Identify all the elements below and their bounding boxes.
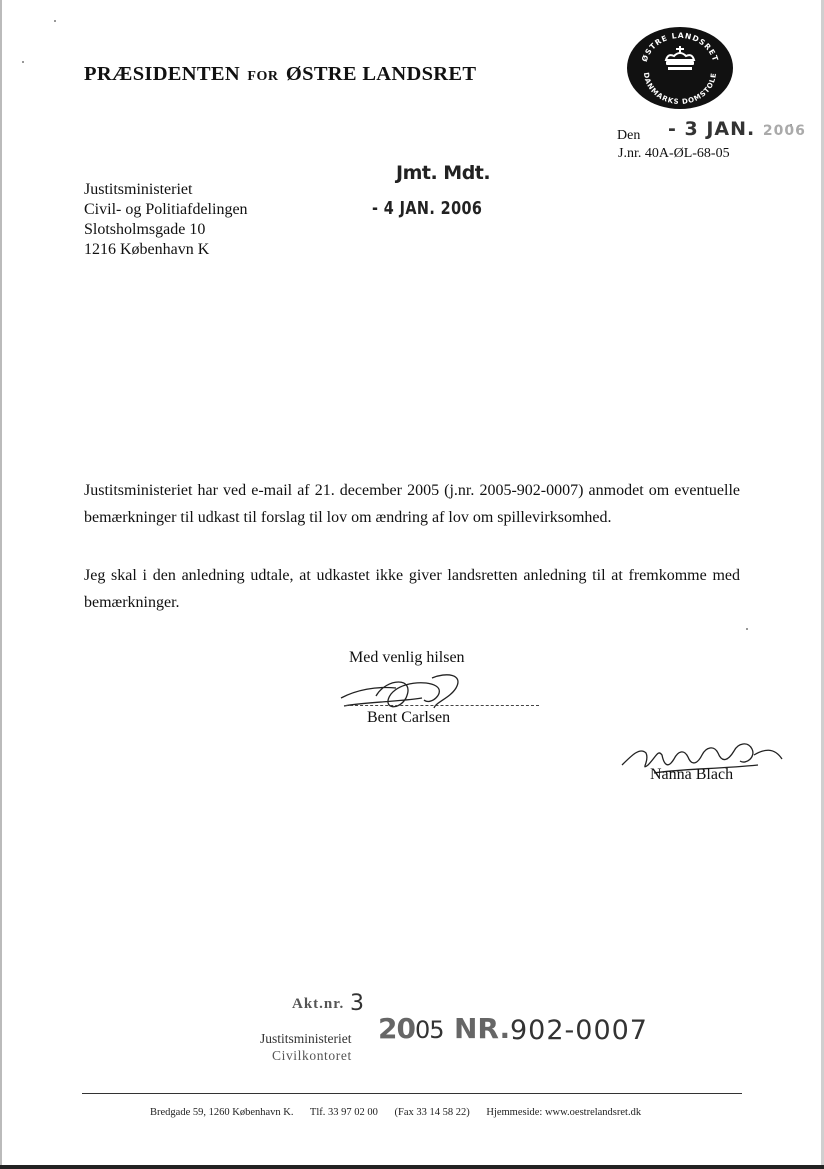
signature-line	[345, 705, 539, 706]
letterhead	[84, 63, 476, 86]
body-paragraph-2: Jeg skal i den anledning udtale, at udkastet ikke giver landsretten anledning til at fremkomme med bemærkninger.	[84, 567, 740, 611]
archive-year	[378, 1012, 444, 1045]
footer-fax: (Fax 33 14 58 22)	[394, 1107, 470, 1118]
address-line: Civil- og Politiafdelingen	[84, 201, 248, 218]
received-stamp-title: Jmt. Mdt.	[396, 162, 491, 184]
scan-speck	[54, 20, 56, 22]
seal-bottom-text: DANMARKS DOMSTOLE	[641, 71, 719, 107]
signer-name-2: Nanna Blach	[650, 766, 734, 783]
scan-speck	[746, 628, 748, 630]
date-stamp	[668, 118, 806, 140]
signer-name-1: Bent Carlsen	[367, 709, 451, 726]
footer-rule	[82, 1093, 742, 1094]
archive-organisation: Justitsministeriet	[260, 1031, 352, 1046]
letterhead-part3: ØSTRE LANDSRET	[285, 63, 477, 85]
footer-address: Bredgade 59, 1260 København K.	[150, 1107, 294, 1118]
footer	[150, 1107, 655, 1118]
scan-edge-bottom	[0, 1165, 824, 1169]
archive-year-hand: 05	[414, 1016, 444, 1044]
letterhead-part2: FOR	[247, 69, 279, 84]
address-line: 1216 København K	[84, 241, 210, 258]
archive-akt-value: 3	[350, 991, 364, 1016]
scan-speck	[22, 61, 24, 63]
archive-nr-label: NR.	[454, 1012, 511, 1045]
scan-edge-left	[0, 0, 2, 1169]
received-stamp-date: - 4 JAN. 2006	[372, 198, 483, 219]
closing-greeting: Med venlig hilsen	[349, 649, 465, 666]
archive-office: Civilkontoret	[272, 1048, 352, 1063]
recipient-address	[84, 180, 248, 260]
archive-akt-label: Akt.nr.	[292, 996, 345, 1012]
date-stamp-text: - 3 JAN.	[668, 118, 756, 140]
court-seal	[626, 26, 734, 110]
body-paragraph-1: Justitsministeriet har ved e-mail af 21. december 2005 (j.nr. 2005-902-0007) anmodet om eventuelle bemærkninger til udkast til forslag til lov om ændring af lov om spillevirksomhed.	[84, 482, 740, 526]
seal-top-text: ØSTRE LANDSRET	[639, 30, 721, 63]
archive-case-number: 902-0007	[510, 1015, 648, 1046]
date-label-row	[617, 128, 640, 144]
den-label: Den	[617, 128, 641, 143]
footer-phone: Tlf. 33 97 02 00	[309, 1107, 378, 1118]
journal-number: J.nr. 40A-ØL-68-05	[618, 146, 730, 161]
date-stamp-year: 2006	[762, 123, 806, 139]
footer-web: Hjemmeside: www.oestrelandsret.dk	[486, 1107, 642, 1118]
letterhead-part1: PRÆSIDENTEN	[84, 63, 240, 85]
archive-year-stamp: 20	[378, 1012, 415, 1045]
address-line: Slotsholmsgade 10	[84, 221, 206, 238]
address-line: Justitsministeriet	[84, 181, 193, 198]
